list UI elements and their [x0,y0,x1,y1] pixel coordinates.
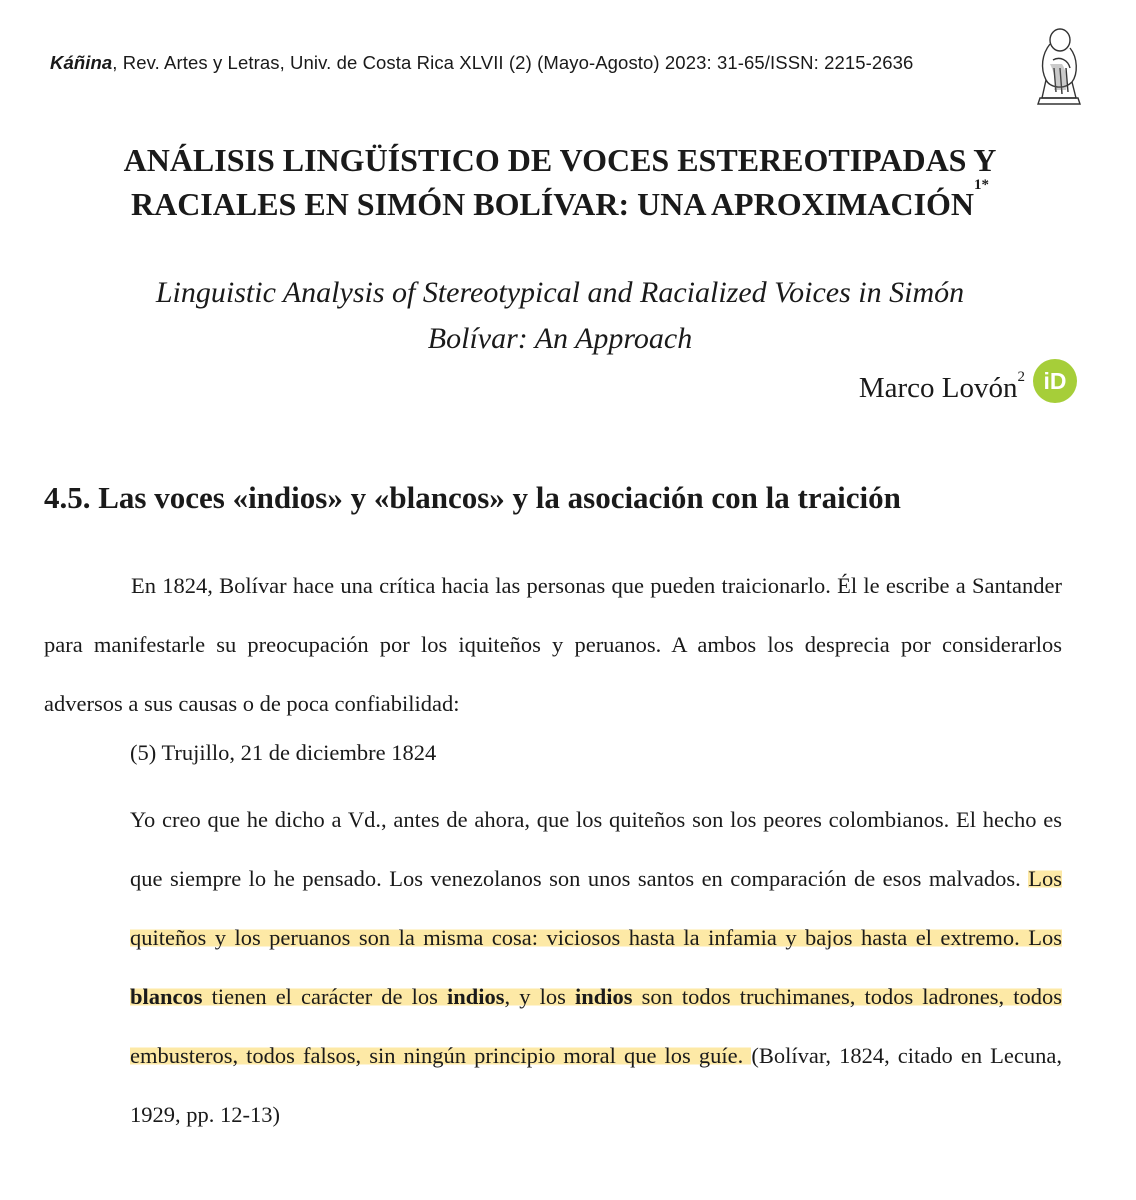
section-heading: 4.5. Las voces «indios» y «blancos» y la asociación con la traición [44,480,901,515]
highlighted-quote [130,866,1062,1068]
title-line-2: RACIALES EN SIMÓN BOLÍVAR: UNA APROXIMACIÓN [130,186,975,222]
example-heading: (5) Trujillo, 21 de diciembre 1824 [130,740,437,765]
body-paragraph: En 1824, Bolívar hace una crítica hacia las personas que pueden traicionarlo. Él le escribe a Santander para manifestarle su preocupación por los iquiteños y peruanos. A ambos los desprecia por considerarlos adversos a sus causas o de poca confiabilidad: [44,573,1062,716]
block-quote [130,790,1062,1144]
term-indios: indios [574,984,633,1009]
orcid-icon[interactable] [1033,359,1077,403]
title-footnote: 1* [974,177,990,193]
highlight-segment: son todos truchimanes, todos ladrones, todos embusteros, todos falsos, sin ningún principio moral que los guíe. [130,984,1062,1068]
quote-reference: (Bolívar, 1824, citado en Lecuna, 1929, pp. 12-13) [130,1043,1063,1127]
journal-name: Káñina [50,52,113,73]
subtitle-line-2: Bolívar: An Approach [427,322,693,355]
journal-header [50,52,913,74]
term-blancos: blancos [130,984,203,1009]
author [858,369,1025,405]
article-subtitle [40,270,1080,362]
highlight-segment: Los quiteños y los peruanos son la misma cosa: viciosos hasta la infamia y bajos hasta el extremo. Los [130,866,1062,950]
journal-logo-icon [1020,24,1098,106]
highlight-segment: , y los [504,984,575,1009]
author-footnote: 2 [1017,369,1025,385]
subtitle-line-1: Linguistic Analysis of Stereotypical and Racialized Voices in Simón [155,276,965,309]
orcid-label: iD [1043,368,1067,394]
author-name: Marco Lovón [858,372,1018,404]
highlight-segment: tienen el carácter de los [202,984,447,1009]
quote-text: Yo creo que he dicho a Vd., antes de ahora, que los quiteños son los peores colombianos. El hecho es que siempre lo he pensado. Los venezolanos son unos santos en comparación de esos malvados. [130,807,1062,891]
term-indios: indios [446,984,505,1009]
journal-citation: , Rev. Artes y Letras, Univ. de Costa Rica XLVII (2) (Mayo-Agosto) 2023: 31-65/ISSN: 2215-2636 [112,52,914,73]
article-title [40,138,1080,226]
title-line-1: ANÁLISIS LINGÜÍSTICO DE VOCES ESTEREOTIPADAS Y [123,142,997,178]
